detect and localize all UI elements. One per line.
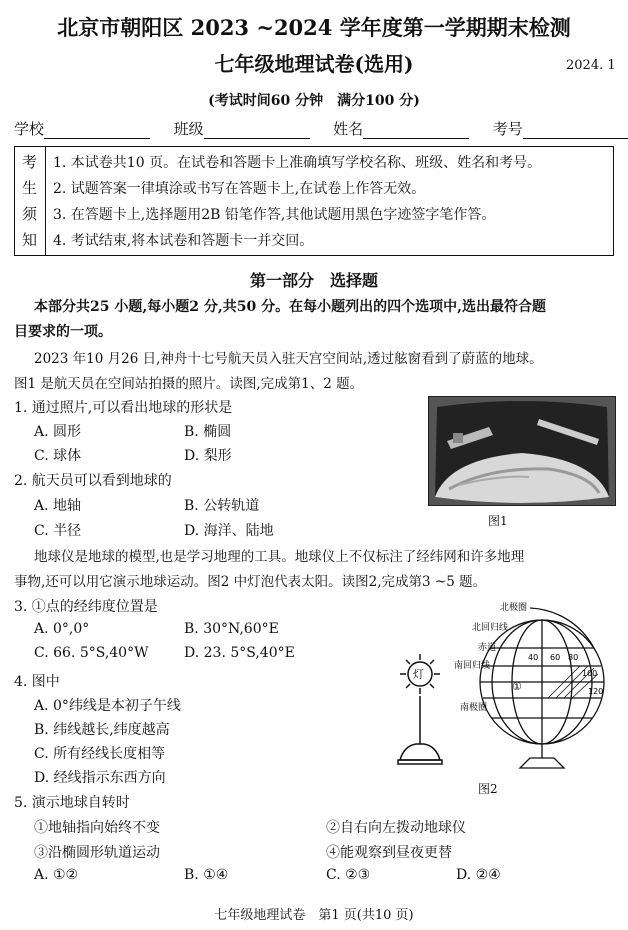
student-info-fields bbox=[14, 118, 628, 139]
notice-item: 4. 考试结束,将本试卷和答题卡一并交回。 bbox=[53, 233, 314, 249]
globe-lon-label: 80 bbox=[568, 653, 579, 662]
section-intro: 本部分共25 小题,每小题2 分,共50 分。在每小题列出的四个选项中,选出最符合题 bbox=[34, 299, 546, 315]
question-4-stem: 4. 图中 bbox=[14, 674, 60, 690]
notice-side-char: 须 bbox=[22, 205, 38, 223]
notice-item: 1. 本试卷共10 页。在试卷和答题卡上准确填写学校名称、班级、姓名和考号。 bbox=[53, 155, 542, 171]
passage-1: 2023 年10 月26 日,神舟十七号航天员入驻天宫空间站,透过舷窗看到了蔚蓝的地球。 bbox=[34, 351, 543, 367]
globe-label-arctic-circle: 北极圈 bbox=[500, 603, 528, 613]
exam-date: 2024. 1 bbox=[566, 58, 616, 73]
passage-1-cont: 图1 是航天员在空间站拍摄的照片。读图,完成第1、2 题。 bbox=[14, 376, 364, 392]
notice-item: 3. 在答题卡上,选择题用2B 铅笔作答,其他试题用黑色字迹签字笔作答。 bbox=[53, 207, 496, 223]
q1-option-a[interactable]: A. 圆形 bbox=[34, 424, 82, 440]
notice-item: 2. 试题答案一律填涂或书写在答题卡上,在试卷上作答无效。 bbox=[53, 181, 426, 197]
figure-1-caption: 图1 bbox=[488, 514, 508, 528]
globe-label-tropic-cancer: 北回归线 bbox=[472, 623, 509, 633]
class-label: 班级 bbox=[173, 120, 204, 138]
page-footer: 七年级地理试卷 第1 页(共10 页) bbox=[214, 908, 414, 923]
figure-2-globe bbox=[380, 598, 614, 774]
globe-lon-label: 120 bbox=[588, 687, 604, 696]
globe-point-label: ① bbox=[512, 680, 522, 693]
q1-option-c[interactable]: C. 球体 bbox=[34, 448, 82, 464]
school-blank[interactable] bbox=[44, 122, 150, 139]
name-label: 姓名 bbox=[333, 120, 364, 138]
exam-title: 北京市朝阳区 2023 ~2024 学年度第一学期期末检测 bbox=[57, 15, 571, 40]
notice-box bbox=[14, 146, 614, 256]
globe-lon-label: 60 bbox=[550, 653, 561, 662]
q4-option-b[interactable]: B. 纬线越长,纬度越高 bbox=[34, 722, 170, 738]
q3-option-d[interactable]: D. 23. 5°S,40°E bbox=[184, 645, 295, 661]
question-1-stem: 1. 通过照片,可以看出地球的形状是 bbox=[14, 400, 233, 416]
q1-option-b[interactable]: B. 椭圆 bbox=[184, 424, 232, 440]
q2-option-c[interactable]: C. 半径 bbox=[34, 523, 82, 539]
exam-no-label: 考号 bbox=[492, 120, 523, 138]
sun-lamp-icon bbox=[398, 654, 442, 764]
q3-option-b[interactable]: B. 30°N,60°E bbox=[184, 621, 279, 637]
q5-option-c[interactable]: C. ②③ bbox=[326, 867, 371, 883]
q5-choice-2: ②自右向左拨动地球仪 bbox=[326, 820, 466, 836]
q3-option-c[interactable]: C. 66. 5°S,40°W bbox=[34, 645, 149, 661]
q5-option-b[interactable]: B. ①④ bbox=[184, 867, 229, 883]
question-3-stem: 3. ①点的经纬度位置是 bbox=[14, 599, 158, 615]
figure-1-earth-photo bbox=[428, 396, 616, 506]
q5-choice-1: ①地轴指向始终不变 bbox=[34, 820, 160, 836]
section-intro-cont: 目要求的一项。 bbox=[14, 324, 112, 340]
q4-option-c[interactable]: C. 所有经线长度相等 bbox=[34, 746, 166, 762]
q3-option-a[interactable]: A. 0°,0° bbox=[34, 621, 90, 637]
globe-label-equator: 赤道 bbox=[478, 643, 497, 653]
notice-side-char: 生 bbox=[22, 179, 38, 197]
exam-no-blank[interactable] bbox=[523, 122, 628, 139]
figure-2-caption: 图2 bbox=[478, 782, 498, 796]
school-label: 学校 bbox=[14, 120, 45, 138]
globe-lon-label: 100 bbox=[582, 669, 598, 678]
notice-side-char: 考 bbox=[22, 153, 38, 171]
notice-side bbox=[15, 147, 46, 255]
notice-side-char: 知 bbox=[22, 231, 38, 249]
q5-choice-3: ③沿椭圆形轨道运动 bbox=[34, 845, 160, 861]
question-5-stem: 5. 演示地球自转时 bbox=[14, 795, 130, 811]
q5-option-a[interactable]: A. ①② bbox=[34, 867, 79, 883]
q2-option-b[interactable]: B. 公转轨道 bbox=[184, 498, 260, 514]
q4-option-a[interactable]: A. 0°纬线是本初子午线 bbox=[34, 698, 181, 714]
passage-2-cont: 事物,还可以用它演示地球运动。图2 中灯泡代表太阳。读图2,完成第3 ~5 题。 bbox=[14, 574, 487, 590]
name-blank[interactable] bbox=[363, 122, 469, 139]
exam-info: (考试时间60 分钟 满分100 分) bbox=[208, 93, 420, 109]
q4-option-d[interactable]: D. 经线指示东西方向 bbox=[34, 770, 166, 786]
globe-label-tropic-capricorn: 南回归线 bbox=[454, 661, 491, 671]
exam-subtitle: 七年级地理试卷(选用) bbox=[214, 52, 414, 76]
q2-option-a[interactable]: A. 地轴 bbox=[34, 498, 82, 514]
passage-2: 地球仪是地球的模型,也是学习地理的工具。地球仪上不仅标注了经纬网和许多地理 bbox=[34, 549, 525, 565]
globe-label-antarctic-circle: 南极圈 bbox=[460, 703, 488, 713]
class-blank[interactable] bbox=[204, 122, 310, 139]
globe-lon-label: 40 bbox=[528, 653, 539, 662]
q5-choice-4: ④能观察到昼夜更替 bbox=[326, 845, 452, 861]
q5-option-d[interactable]: D. ②④ bbox=[456, 867, 501, 883]
section-title: 第一部分 选择题 bbox=[249, 271, 378, 290]
lamp-label: 灯 bbox=[413, 668, 424, 681]
q2-option-d[interactable]: D. 海洋、陆地 bbox=[184, 523, 274, 539]
question-2-stem: 2. 航天员可以看到地球的 bbox=[14, 473, 172, 489]
q1-option-d[interactable]: D. 梨形 bbox=[184, 448, 232, 464]
